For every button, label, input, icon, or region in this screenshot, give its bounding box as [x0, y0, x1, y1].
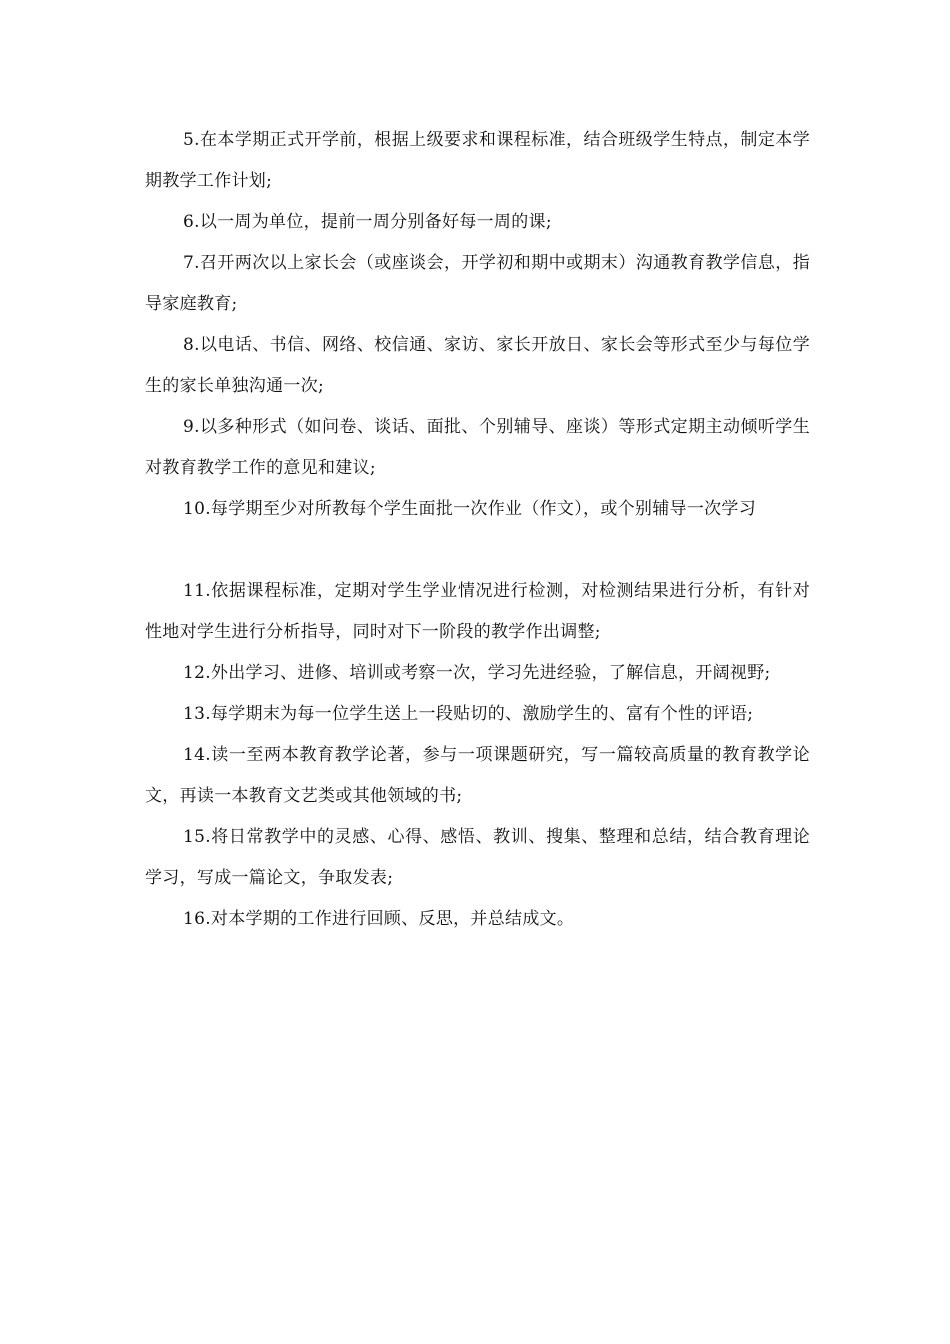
list-item-13: 13.每学期末为每一位学生送上一段贴切的、激励学生的、富有个性的评语; — [183, 704, 754, 724]
list-item-16: 16.对本学期的工作进行回顾、反思，并总结成文。 — [183, 909, 575, 929]
list-item-9: 9.以多种形式（如问卷、谈话、面批、个别辅导、座谈）等形式定期主动倾听学生对教育教学工作的意见和建议; — [145, 417, 810, 478]
list-item-10: 10.每学期至少对所教每个学生面批一次作业（作文），或个别辅导一次学习 — [183, 499, 757, 519]
list-item-7: 7.召开两次以上家长会（或座谈会，开学初和期中或期末）沟通教育教学信息，指导家庭教育; — [145, 253, 810, 314]
list-item-8: 8.以电话、书信、网络、校信通、家访、家长开放日、家长会等形式至少与每位学生的家长单独沟通一次; — [145, 335, 810, 396]
list-item-14: 14.读一至两本教育教学论著，参与一项课题研究，写一篇较高质量的教育教学论文，再读一本教育文艺类或其他领域的书; — [145, 745, 810, 806]
list-item-15: 15.将日常教学中的灵感、心得、感悟、教训、搜集、整理和总结，结合教育理论学习，写成一篇论文，争取发表; — [145, 827, 810, 888]
list-item-5: 5.在本学期正式开学前，根据上级要求和课程标准，结合班级学生特点，制定本学期教学工作计划; — [145, 130, 810, 191]
list-item-11: 11.依据课程标准，定期对学生学业情况进行检测，对检测结果进行分析，有针对性地对学生进行分析指导，同时对下一阶段的教学作出调整; — [145, 581, 810, 642]
document-body — [145, 120, 810, 940]
list-item-12: 12.外出学习、进修、培训或考察一次，学习先进经验，了解信息，开阔视野; — [183, 663, 771, 683]
list-item-6: 6.以一周为单位，提前一周分别备好每一周的课; — [183, 212, 552, 232]
